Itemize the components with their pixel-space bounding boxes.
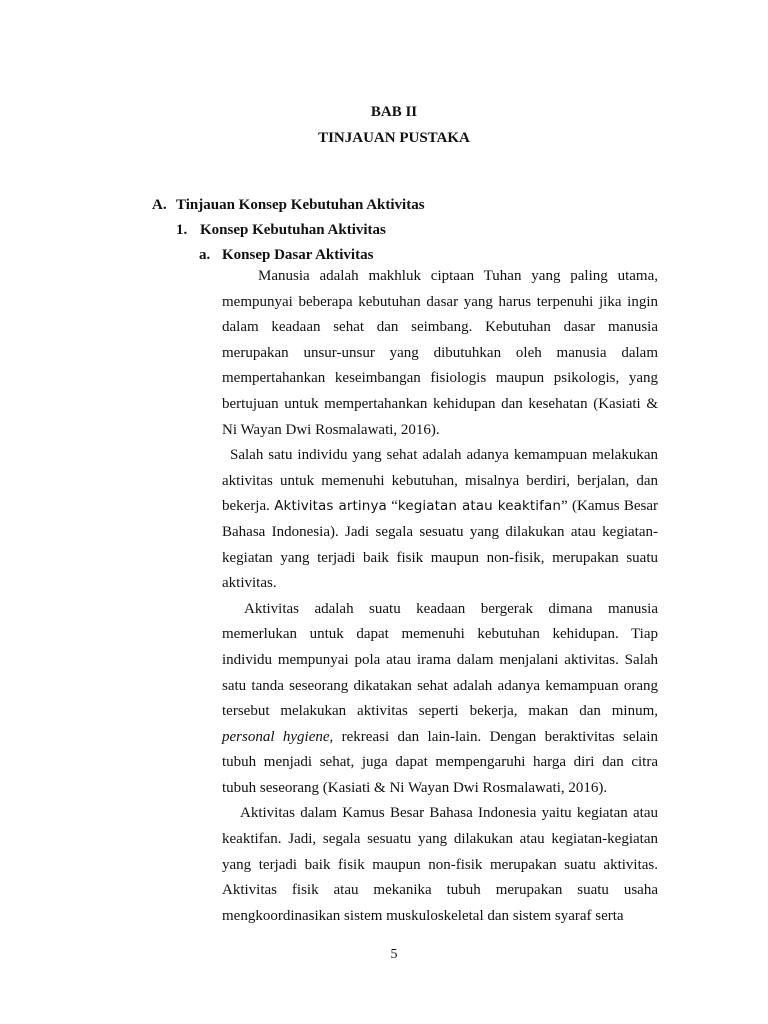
subsection-a-label: a. xyxy=(199,247,211,263)
paragraph-4 xyxy=(222,801,658,929)
paragraph-1 xyxy=(222,264,658,443)
paragraph-2-quote-close: ” xyxy=(561,498,568,515)
paragraph-3-end: , rekreasi dan lain-lain. Dengan beraktivitas selain tubuh menjadi sehat, juga dapat mempengaruhi harga diri dan citra tubuh seseorang (Kasiati & Ni Wayan Dwi Rosmalawati, 2016). xyxy=(222,728,659,796)
subsection-a-title: Konsep Dasar Aktivitas xyxy=(222,247,374,263)
section-a-title: Tinjauan Konsep Kebutuhan Aktivitas xyxy=(176,197,425,213)
paragraph-4-text: Aktivitas dalam Kamus Besar Bahasa Indonesia yaitu kegiatan atau keaktifan. Jadi, segala sesuatu yang dilakukan atau kegiatan-kegiatan yang terjadi baik fisik maupun non-fisik merupakan suatu aktivitas. Aktivitas fisik atau mekanika tubuh merupakan suatu usaha mengkoordinasikan sistem muskuloskeletal dan sistem syaraf serta xyxy=(222,805,658,924)
paragraph-2-end: (Kamus Besar Bahasa Indonesia). Jadi segala sesuatu yang dilakukan atau kegiatan-kegiatan yang terjadi baik fisik maupun non-fisik, merupakan suatu aktivitas. xyxy=(222,498,659,592)
chapter-title: TINJAUAN PUSTAKA xyxy=(318,130,470,146)
body-text xyxy=(222,264,658,929)
paragraph-3-italic: personal hygiene xyxy=(222,728,330,745)
section-a-label: A. xyxy=(152,197,167,213)
section-a-heading xyxy=(152,196,425,214)
page-number: 5 xyxy=(390,947,398,962)
paragraph-1-text: Manusia adalah makhluk ciptaan Tuhan yang paling utama, mempunyai beberapa kebutuhan dasar yang harus terpenuhi jika ingin dalam keadaan sehat dan seimbang. Kebutuhan dasar manusia merupakan unsur-unsur yang dibutuhkan oleh manusia dalam mempertahankan keseimbangan fisiologis maupun psikologis, yang bertujuan untuk mempertahankan kehidupan dan kesehatan (Kasiati & Ni Wayan Dwi Rosmalawati, 2016). xyxy=(222,268,658,438)
subsection-1-title: Konsep Kebutuhan Aktivitas xyxy=(200,222,386,238)
subsection-1-heading xyxy=(176,221,386,239)
paragraph-2-quote-open: “ xyxy=(391,498,398,515)
paragraph-2-quoted-definition: kegiatan atau keaktifan xyxy=(397,498,562,515)
paragraph-3 xyxy=(222,597,658,802)
paragraph-3-start: Aktivitas adalah suatu keadaan bergerak dimana manusia memerlukan untuk dapat memenuhi kebutuhan kehidupan. Tiap individu mempunyai pola atau irama dalam menjalani aktivitas. Salah satu tanda seseorang dikatakan sehat adalah adanya kemampuan orang tersebut melakukan aktivitas seperti bekerja, makan dan minum, xyxy=(222,600,658,720)
subsection-a-heading xyxy=(199,246,373,264)
subsection-1-label: 1. xyxy=(176,222,188,238)
paragraph-2-handwritten: Aktivitas artinya xyxy=(274,498,387,515)
chapter-heading: BAB II xyxy=(370,104,418,120)
paragraph-2 xyxy=(222,443,658,597)
paragraph-2-start: Salah satu individu yang sehat adalah adanya kemampuan melakukan aktivitas untuk memenuhi kebutuhan, misalnya berdiri, berjalan, dan bekerja. xyxy=(222,447,658,515)
